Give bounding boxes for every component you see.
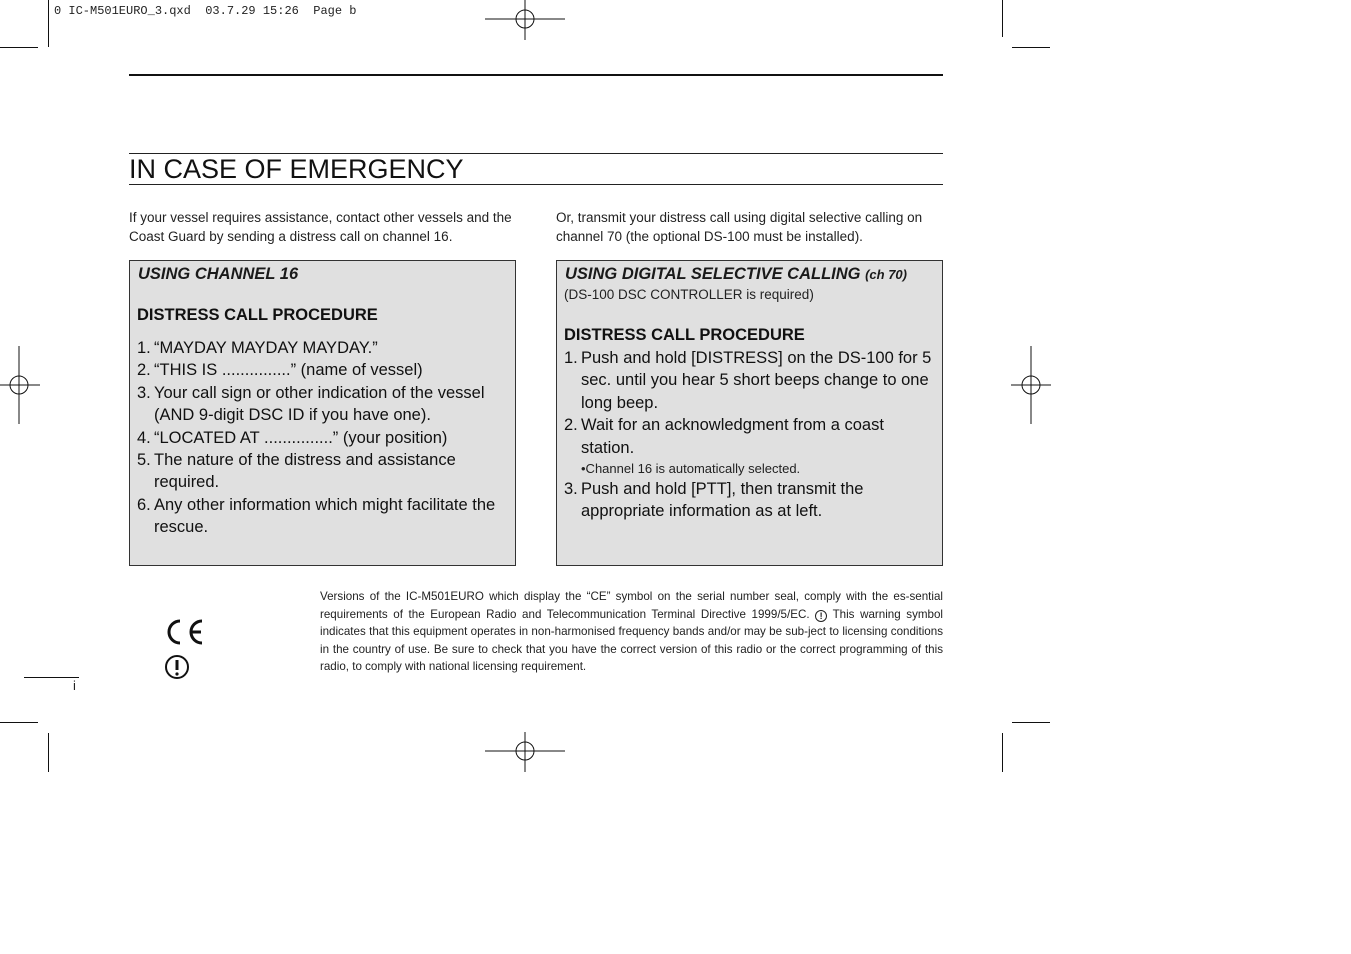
channel16-steps [137, 337, 515, 539]
step-text: “MAYDAY MAYDAY MAYDAY.” [154, 339, 378, 357]
ce-mark-group [162, 617, 237, 647]
step-text: Push and hold [DISTRESS] on the DS-100 for 5 sec. until you hear 5 short beeps change to one long beep. [581, 349, 932, 412]
dsc-procedure-title: DISTRESS CALL PROCEDURE [564, 326, 805, 344]
list-item [137, 449, 515, 494]
page-number: i [73, 678, 76, 693]
dsc-box [556, 260, 943, 566]
ce-compliance-text [320, 588, 943, 676]
step-number: 1. [137, 339, 151, 357]
step-text: “LOCATED AT ...............” (your position) [154, 428, 448, 447]
list-item [564, 478, 934, 523]
step-number: 5. [137, 451, 151, 470]
step-text: Push and hold [PTT], then transmit the appropriate information as at left. [581, 480, 864, 521]
step-number: 2. [564, 416, 578, 435]
step-number: 4. [137, 428, 151, 447]
channel16-box [129, 260, 516, 566]
dsc-box-subnote: (DS-100 DSC CONTROLLER is required) [564, 287, 814, 302]
step-number: 2. [137, 361, 151, 380]
list-item [564, 414, 934, 459]
list-item [137, 337, 515, 359]
intro-right: Or, transmit your distress call using digital selective calling on channel 70 (the optional DS-100 must be installed). [556, 210, 923, 244]
intro-left: If your vessel requires assistance, contact other vessels and the Coast Guard by sending a distress call on channel 16. [129, 210, 512, 244]
list-item [137, 382, 515, 427]
list-item [137, 427, 515, 449]
ce-compliance-text-part1: Versions of the IC-M501EURO which display the “CE” symbol on the serial number seal, comply with the es-sential requirements of the European Radio and Telecommunication Terminal Directive 1999/5/EC. [320, 590, 943, 621]
channel16-note: •Channel 16 is automatically selected. [581, 461, 801, 477]
registration-mark-left [0, 346, 40, 424]
registration-mark-bottom [485, 732, 565, 772]
step-text: Any other information which might facilitate the rescue. [154, 495, 496, 537]
list-item [137, 494, 515, 539]
step-text: “THIS IS ...............” (name of vessel) [154, 361, 423, 380]
step-text: The nature of the distress and assistance required. [154, 451, 456, 492]
dsc-box-title-text: USING DIGITAL SELECTIVE CALLING [565, 265, 861, 283]
dsc-box-title-suffix: (ch 70) [865, 267, 907, 282]
step-number: 3. [564, 480, 578, 499]
header-rule [129, 74, 943, 76]
step-number: 3. [137, 383, 151, 402]
registration-mark-top [485, 0, 565, 40]
ce-logo-icon [162, 617, 206, 647]
dsc-box-title [565, 265, 907, 284]
list-item [564, 347, 934, 414]
warning-inline-icon: ! [815, 610, 827, 622]
channel16-box-title: USING CHANNEL 16 [138, 265, 299, 283]
channel16-procedure-title: DISTRESS CALL PROCEDURE [137, 306, 378, 324]
registration-mark-right [1011, 346, 1051, 424]
page-title: IN CASE OF EMERGENCY [129, 153, 943, 185]
list-item [137, 359, 515, 381]
step-number: 6. [137, 495, 151, 514]
step-number: 1. [564, 349, 578, 367]
print-slug: 0 IC-M501EURO_3.qxd 03.7.29 15:26 Page b [54, 4, 357, 18]
step-text: Wait for an acknowledgment from a coast station. [581, 416, 884, 457]
warning-circle-icon [163, 652, 191, 682]
dsc-steps [564, 347, 934, 523]
ce-compliance-text-part2: This warning symbol indicates that this equipment operates in non-harmonised frequency bands and/or may be sub-ject to licensing conditions in the country of use. Be sure to check that you have the correct version of this radio or the correct programming of this radio, to comply with national licensing requirement. [320, 607, 943, 674]
step-text: Your call sign or other indication of the vessel (AND 9-digit DSC ID if you have one). [154, 383, 485, 425]
